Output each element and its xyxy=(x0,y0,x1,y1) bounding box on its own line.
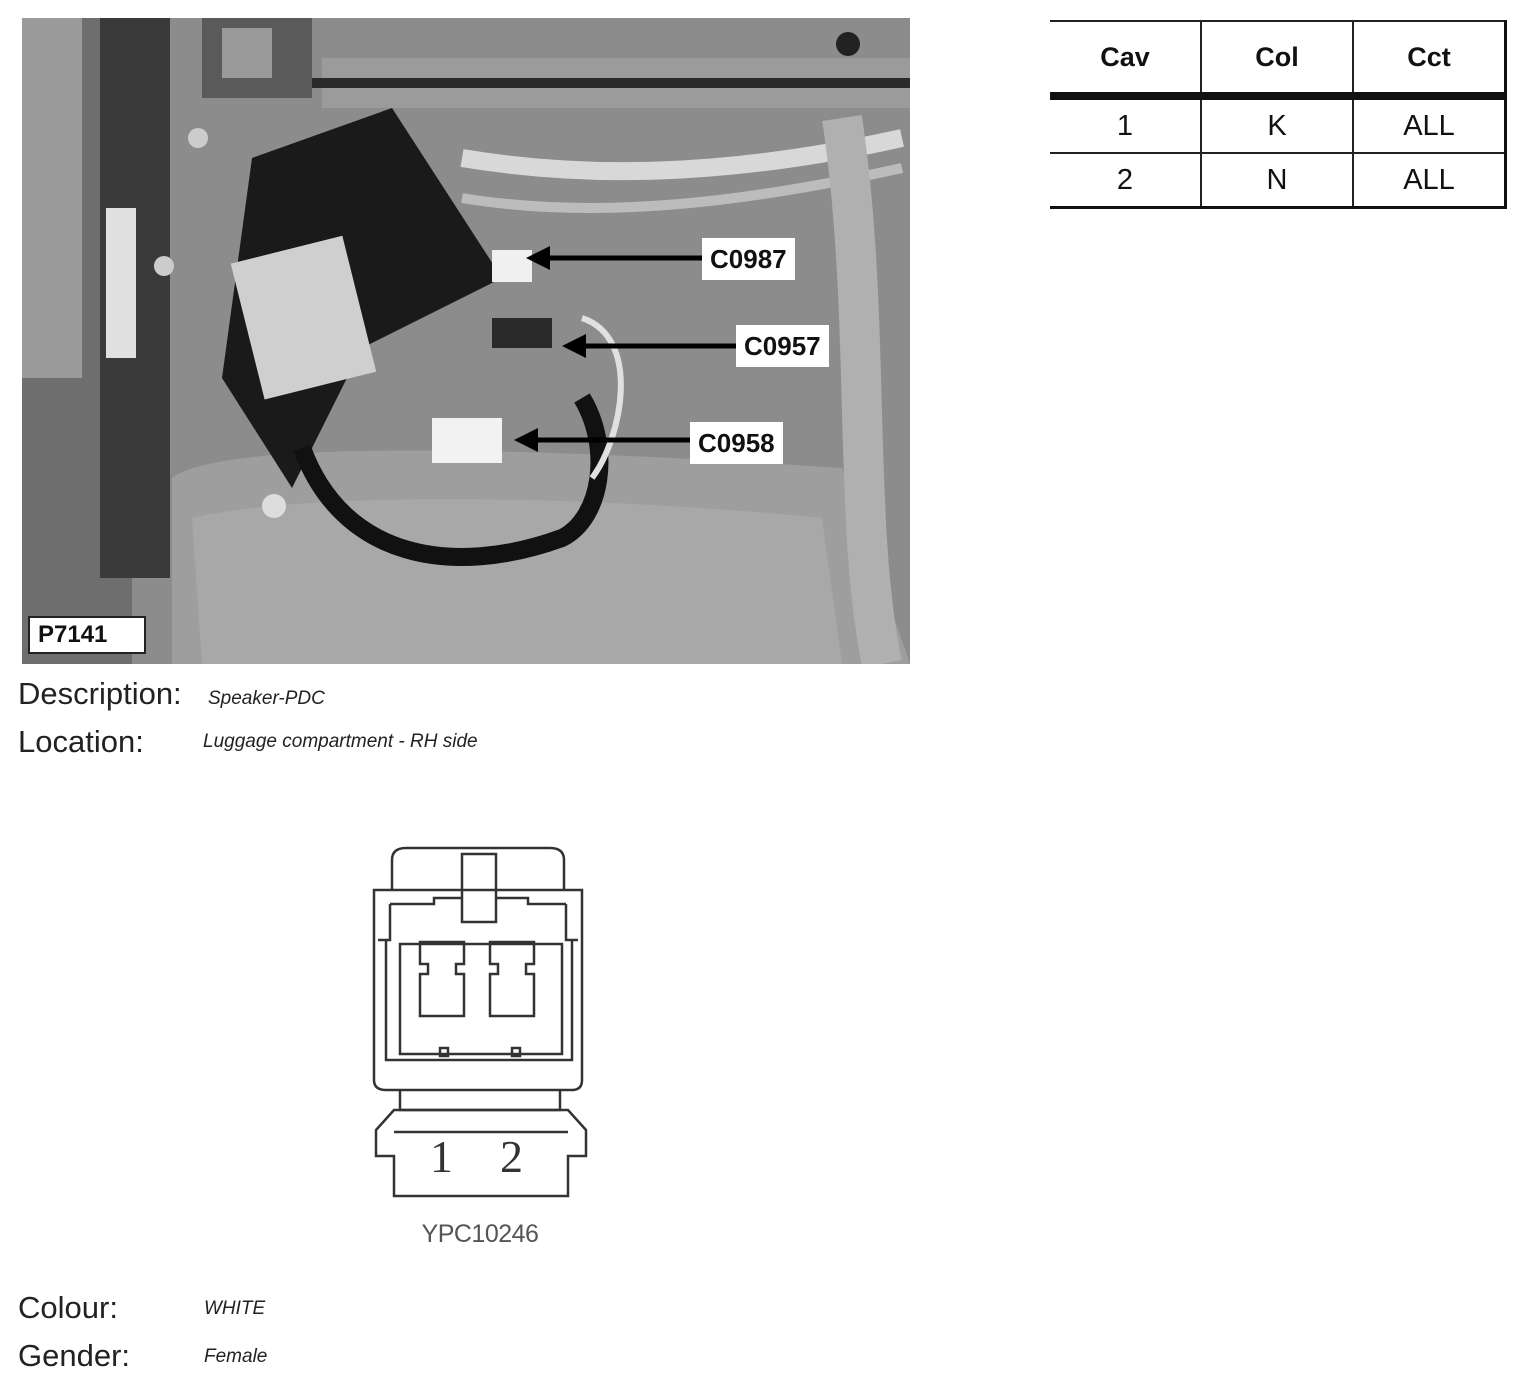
colour-label: Colour: xyxy=(18,1290,118,1325)
component-photo xyxy=(22,18,910,664)
header-col: Col xyxy=(1201,21,1353,96)
pin-table xyxy=(1050,20,1507,209)
description-label: Description: xyxy=(18,676,182,711)
table-row xyxy=(1050,153,1506,208)
pin-number-2: 2 xyxy=(500,1131,523,1182)
pin-table-header xyxy=(1050,21,1506,96)
pin-number-1: 1 xyxy=(430,1131,453,1182)
cell-cct: ALL xyxy=(1353,153,1506,208)
connector-diagram xyxy=(360,840,600,1260)
gender-label: Gender: xyxy=(18,1338,131,1373)
cell-cav: 1 xyxy=(1050,96,1201,153)
callout-c0957: C0957 xyxy=(736,325,829,367)
connector-outline xyxy=(360,840,600,1210)
drawing-reference: YPC10246 xyxy=(421,1220,539,1248)
cell-cav: 2 xyxy=(1050,153,1201,208)
cell-col: K xyxy=(1201,96,1353,153)
table-row xyxy=(1050,96,1506,153)
callout-c0987: C0987 xyxy=(702,238,795,280)
cell-col: N xyxy=(1201,153,1353,208)
header-cav: Cav xyxy=(1050,21,1201,96)
cell-cct: ALL xyxy=(1353,96,1506,153)
location-value: Luggage compartment - RH side xyxy=(203,731,478,752)
location-label: Location: xyxy=(18,724,144,759)
header-cct: Cct xyxy=(1353,21,1506,96)
colour-value: WHITE xyxy=(204,1298,266,1319)
callout-c0958: C0958 xyxy=(690,422,783,464)
gender-value: Female xyxy=(204,1346,268,1367)
photo-id-label: P7141 xyxy=(28,616,146,654)
description-value: Speaker-PDC xyxy=(208,688,325,709)
